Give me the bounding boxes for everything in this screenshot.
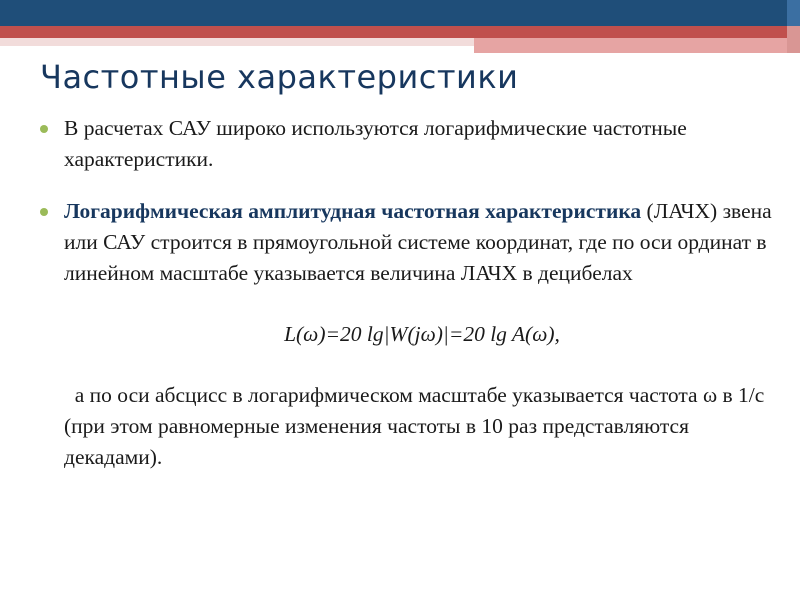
header-blue-bar	[0, 0, 787, 26]
bullet-dot-icon	[40, 208, 48, 216]
bullet-item-2	[40, 196, 780, 289]
bullet-text-1: В расчетах САУ широко используются логарифмические частотные характеристики.	[64, 116, 687, 171]
bullet-text-2: (ЛАЧХ) звена или САУ строится в прямоугольной системе координат, где по оси ординат в линейном масштабе указывается величина ЛАЧХ в децибелах	[64, 199, 772, 285]
bullet-item-1	[40, 113, 780, 175]
header-band	[0, 0, 800, 40]
header-red-accent-end	[787, 26, 800, 53]
header-red-bar	[0, 26, 787, 38]
header-red-accent	[474, 38, 787, 53]
formula: L(ω)=20 lg|W(jω)|=20 lg A(ω),	[284, 322, 560, 346]
slide-content	[40, 113, 780, 495]
bullet-term-lachx: Логарифмическая амплитудная частотная характеристика	[64, 199, 642, 223]
paragraph-abscissa	[40, 380, 780, 473]
bullet-dot-icon	[40, 125, 48, 133]
paragraph-abscissa-text: а по оси абсцисс в логарифмическом масштабе указывается частота ω в 1/с (при этом равномерные изменения частоты в 10 раз представляются декадами).	[64, 383, 765, 469]
header-pink-bar	[0, 38, 474, 46]
header-blue-bar-end	[787, 0, 800, 26]
slide-title: Частотные характеристики	[40, 58, 519, 96]
